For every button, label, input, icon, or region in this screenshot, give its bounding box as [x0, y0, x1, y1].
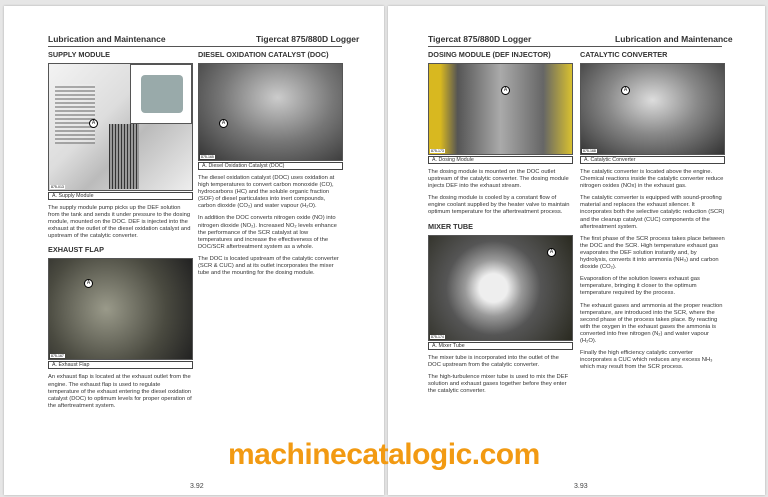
section-heading: SUPPLY MODULE: [48, 50, 111, 59]
figure-caption: A. Supply Module: [48, 192, 193, 200]
page-number: 3.92: [190, 483, 204, 490]
machine-header: Tigercat 875/880D Logger: [428, 34, 532, 44]
figure-caption: A. Exhaust Flap: [48, 361, 193, 369]
catalytic-converter-photo: [580, 63, 725, 155]
paragraph: The supply module pump picks up the DEF solution from the tank and sends it under pressure to the dosing module, mounted on the DOC. DEF is injected into the exhaust at the outlet of the diesel oxidation catalyst and upstream of the catalytic converter.: [48, 205, 191, 240]
image-tag: 875-013: [51, 185, 64, 189]
paragraph: The mixer tube is incorporated into the outlet of the DOC upstream from the catalytic converter.: [428, 354, 559, 368]
dosing-module-photo: [428, 63, 573, 155]
page-number: 3.93: [574, 483, 588, 490]
paragraph: Evaporation of the solution lowers exhaust gas temperature, bringing it closer to the optimum temperature required by the process.: [580, 276, 700, 297]
dosing-module-section: [428, 48, 573, 395]
watermark: machinecatalogic.com: [228, 438, 540, 471]
left-page: [4, 6, 384, 495]
section-header: Lubrication and Maintenance: [615, 34, 733, 44]
paragraph: The dosing module is cooled by a constant flow of engine coolant supplied by the heater valve to maintain optimum temperature for the aftertreatment process.: [428, 195, 570, 216]
callout-a: A: [501, 86, 510, 95]
section-header: Lubrication and Maintenance: [48, 34, 166, 44]
section-heading: DOSING MODULE (DEF INJECTOR): [428, 50, 551, 59]
figure-caption: A. Diesel Oxidation Catalyst (DOC): [198, 162, 343, 170]
paragraph: The catalytic converter is equipped with sound-proofing material and replaces the exhaust silencer. It incorporates both the selective catalytic reduction (SCR) and the cleanup catalyst (CUC) components of the aftertreatment system.: [580, 195, 725, 230]
paragraph: The high-turbulence mixer tube is used to mix the DEF solution and exhaust gases together before they enter the catalytic converter.: [428, 373, 569, 394]
right-page: [388, 6, 765, 495]
image-tag: 875-174: [431, 334, 444, 339]
paragraph: Finally the high efficiency catalytic converter incorporates a CUC which reduces any excess NH₃ which may result from the SCR process.: [580, 350, 713, 371]
paragraph: An exhaust flap is located at the exhaust outlet from the engine. The exhaust flap is used to regulate temperature of the exhaust entering the diesel oxidation catalyst (DOC) to optimum levels for proper operation of the aftertreatment system.: [48, 374, 192, 409]
callout-a: A: [84, 279, 93, 288]
callout-a: A: [219, 119, 228, 128]
section-heading: MIXER TUBE: [428, 221, 473, 231]
section-heading: EXHAUST FLAP: [48, 245, 104, 255]
paragraph: In addition the DOC converts nitrogen oxide (NO) into nitrogen dioxide (NO₂). Increased NO₂ levels enhance the performance of the SCR catalyst at low temperatures and increase the effectiveness of the DOC/SCR aftertreatment system as a whole.: [198, 215, 337, 250]
header-rule: [48, 46, 342, 47]
machine-header: Tigercat 875/880D Logger: [256, 34, 360, 44]
paragraph: The exhaust gases and ammonia at the proper reaction temperature, are introduced into the SCR, where the second phase of the process takes place. By reacting with the oxygen in the exhaust gases the ammonia is converted into free nitrogen (N₂) and water vapour (H₂O).: [580, 302, 723, 344]
section-heading: CATALYTIC CONVERTER: [580, 50, 668, 59]
image-tag: 875-165: [201, 155, 214, 159]
image-tag: 875-167: [51, 354, 64, 359]
supply-module-section: [48, 48, 193, 410]
callout-a: A: [89, 119, 98, 128]
figure-caption: A. Mixer Tube: [428, 342, 573, 350]
paragraph: The catalytic converter is located above the engine. Chemical reactions inside the catalytic converter reduce nitrogen oxides (NOx) in the exhaust gas.: [580, 169, 724, 190]
header-rule: [428, 46, 722, 47]
supply-module-diagram: [48, 63, 193, 191]
exhaust-flap-photo: [48, 258, 193, 360]
section-heading: DIESEL OXIDATION CATALYST (DOC): [198, 50, 329, 59]
doc-section: [198, 48, 343, 277]
doc-photo: [198, 63, 343, 161]
mixer-tube-photo: [428, 235, 573, 341]
callout-a: A: [547, 248, 556, 257]
image-tag: 875-173: [431, 149, 444, 153]
catalytic-converter-section: [580, 48, 725, 371]
figure-caption: A. Dosing Module: [428, 156, 573, 164]
callout-a: A: [621, 86, 630, 95]
paragraph: The first phase of the SCR process takes place between the DOC and the SCR. High temperature exhaust gas evaporates the DEF solution instantly and, by hydrolysis, converts it into ammonia (NH₃) and carbon dioxide (CO₂).: [580, 235, 725, 271]
image-tag: 875-168: [583, 149, 596, 153]
figure-caption: A. Catalytic Converter: [580, 156, 725, 164]
paragraph: The DOC is located upstream of the catalytic converter (SCR & CUC) and at its outlet incorporates the mixer tube and the mounting for the dosing module.: [198, 255, 339, 277]
paragraph: The diesel oxidation catalyst (DOC) uses oxidation at high temperatures to convert carbon monoxide (CO), hydrocarbons (HC) and the soluble organic fraction (SOF) of diesel particulates into inert compounds, carbon dioxide (CO₂) and water vapour (H₂O).: [198, 175, 335, 210]
paragraph: The dosing module is mounted on the DOC outlet upstream of the catalytic converter. The dosing module injects DEF into the exhaust stream.: [428, 169, 569, 190]
